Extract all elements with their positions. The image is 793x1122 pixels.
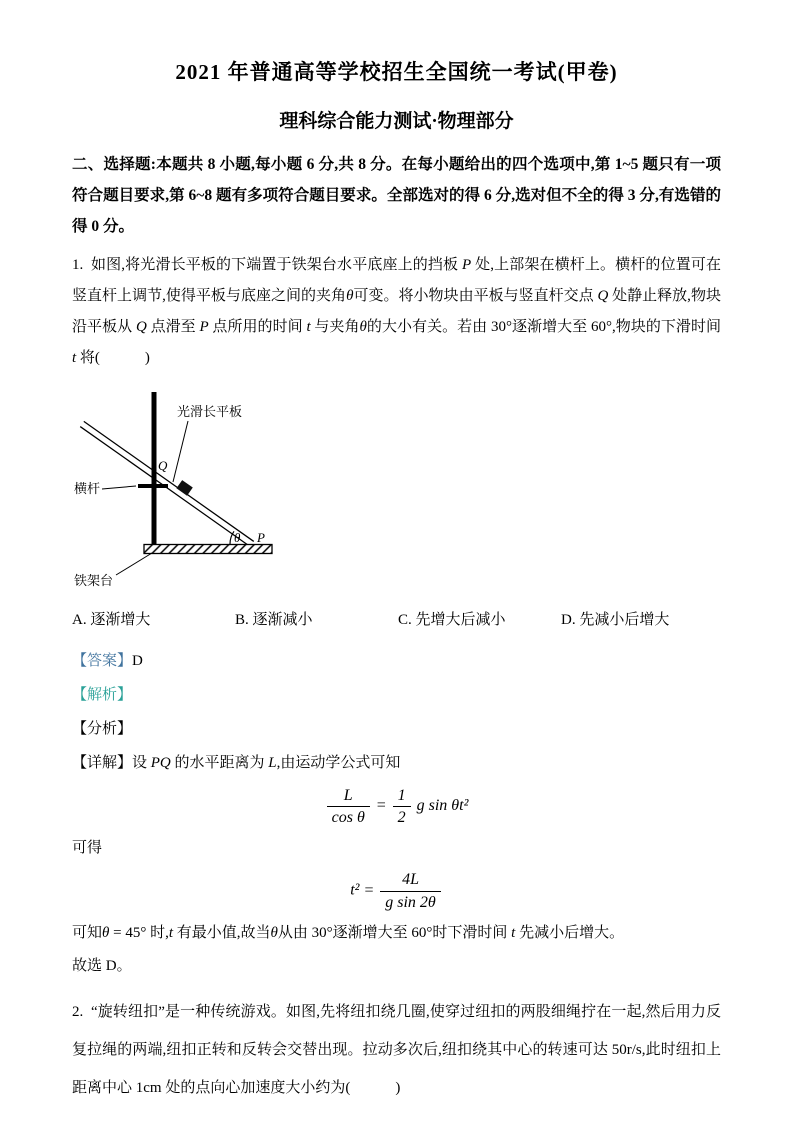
section-instructions: 二、选择题:本题共 8 小题,每小题 6 分,共 8 分。在每小题给出的四个选项中,第 1~5 题只有一项符合题目要求,第 6~8 题有多项符合题目要求。全部选对的得 6 分,选对但不全的得 3 分,有选错的得 0 分。 — [72, 156, 721, 235]
equals-sign: = — [375, 797, 387, 815]
formula-kinematics — [72, 786, 721, 827]
question-1-stem: 1. 如图,将光滑长平板的下端置于铁架台水平底座上的挡板 P 处,上部架在横杆上。横杆的位置可在竖直杆上调节,使得平板与底座之间的夹角θ可变。将小物块由平板与竖直杆交点 Q 处静止释放,物块沿平板从 Q 点滑至 P 点所用的时间 t 与夹角θ的大小有关。若由 30°逐渐增大至 60°,物块的下滑时间 t 将( ) — [72, 257, 721, 366]
incline-diagram — [72, 386, 322, 591]
fraction-one-half: $\frac{1}{2}$ — [391, 786, 413, 827]
option-a — [72, 605, 235, 636]
fraction-4L-over-gsin2theta: $\frac{4L}{\text{g sin 2θ}}$ — [378, 870, 443, 911]
answer-label: 【答案】 — [72, 653, 133, 669]
kede-line: 可得 — [72, 840, 103, 857]
jiexi-label: 【解析】 — [72, 687, 133, 703]
answer-value: D — [132, 653, 143, 669]
option-a-text: 逐渐增大 — [90, 612, 151, 628]
stand-callout-line — [116, 553, 152, 575]
conclusion-line: 可知θ = 45° 时,t 有最小值,故当θ从由 30°逐渐增大至 60°时下滑时间 t 先减小后增大。 — [72, 924, 625, 941]
question-2-stem: 2. “旋转纽扣”是一种传统游戏。如图,先将纽扣绕几圈,使穿过纽扣的两股细绳拧在一起,然后用力反复拉绳的两端,纽扣正转和反转会交替出现。拉动多次后,纽扣绕其中心的转速可达 50r/s,此时纽扣上距离中心 1cm 处的点向心加速度大小约为( ) — [72, 1003, 721, 1096]
formula-time-squared — [72, 870, 721, 911]
stand-base — [144, 545, 272, 554]
board-label: 光滑长平板 — [177, 404, 243, 419]
option-d-text: 先减小后增大 — [579, 612, 670, 628]
option-d — [561, 605, 669, 636]
stand-label: 铁架台 — [74, 573, 114, 588]
option-c-key: C. — [398, 612, 412, 628]
jiexi-line — [72, 678, 721, 712]
theta-label: θ — [234, 530, 241, 545]
option-c — [398, 605, 561, 636]
option-a-key: A. — [72, 612, 87, 628]
option-b-key: B. — [235, 612, 249, 628]
equals-sign: = — [363, 881, 375, 899]
answer-line — [72, 644, 721, 678]
question-1-figure — [72, 386, 721, 591]
fraction-L-over-cos-theta: $\frac{L}{\text{cos θ}}$ — [325, 786, 372, 827]
point-p-label: P — [257, 530, 265, 545]
board-callout-line — [173, 421, 188, 482]
exam-title: 2021 年普通高等学校招生全国统一考试(甲卷) — [175, 60, 618, 84]
option-b-text: 逐渐减小 — [252, 612, 313, 628]
fenxi-line — [72, 712, 721, 746]
final-choice-line: 故选 D。 — [72, 957, 132, 974]
t-squared: t² — [350, 881, 360, 899]
option-d-key: D. — [561, 612, 576, 628]
bar-callout-line — [102, 486, 136, 489]
question-1-options — [72, 605, 721, 636]
option-b — [235, 605, 398, 636]
option-c-text: 先增大后减小 — [415, 612, 506, 628]
xiangjie-line: 【详解】设 PQ 的水平距离为 L,由运动学公式可知 — [72, 755, 401, 771]
formula-tail: g sin θt² — [416, 797, 469, 815]
exam-subtitle: 理科综合能力测试·物理部分 — [279, 111, 514, 132]
fenxi-label: 【分析】 — [72, 721, 133, 737]
point-q-label: Q — [158, 458, 168, 473]
bar-label: 横杆 — [74, 481, 101, 496]
